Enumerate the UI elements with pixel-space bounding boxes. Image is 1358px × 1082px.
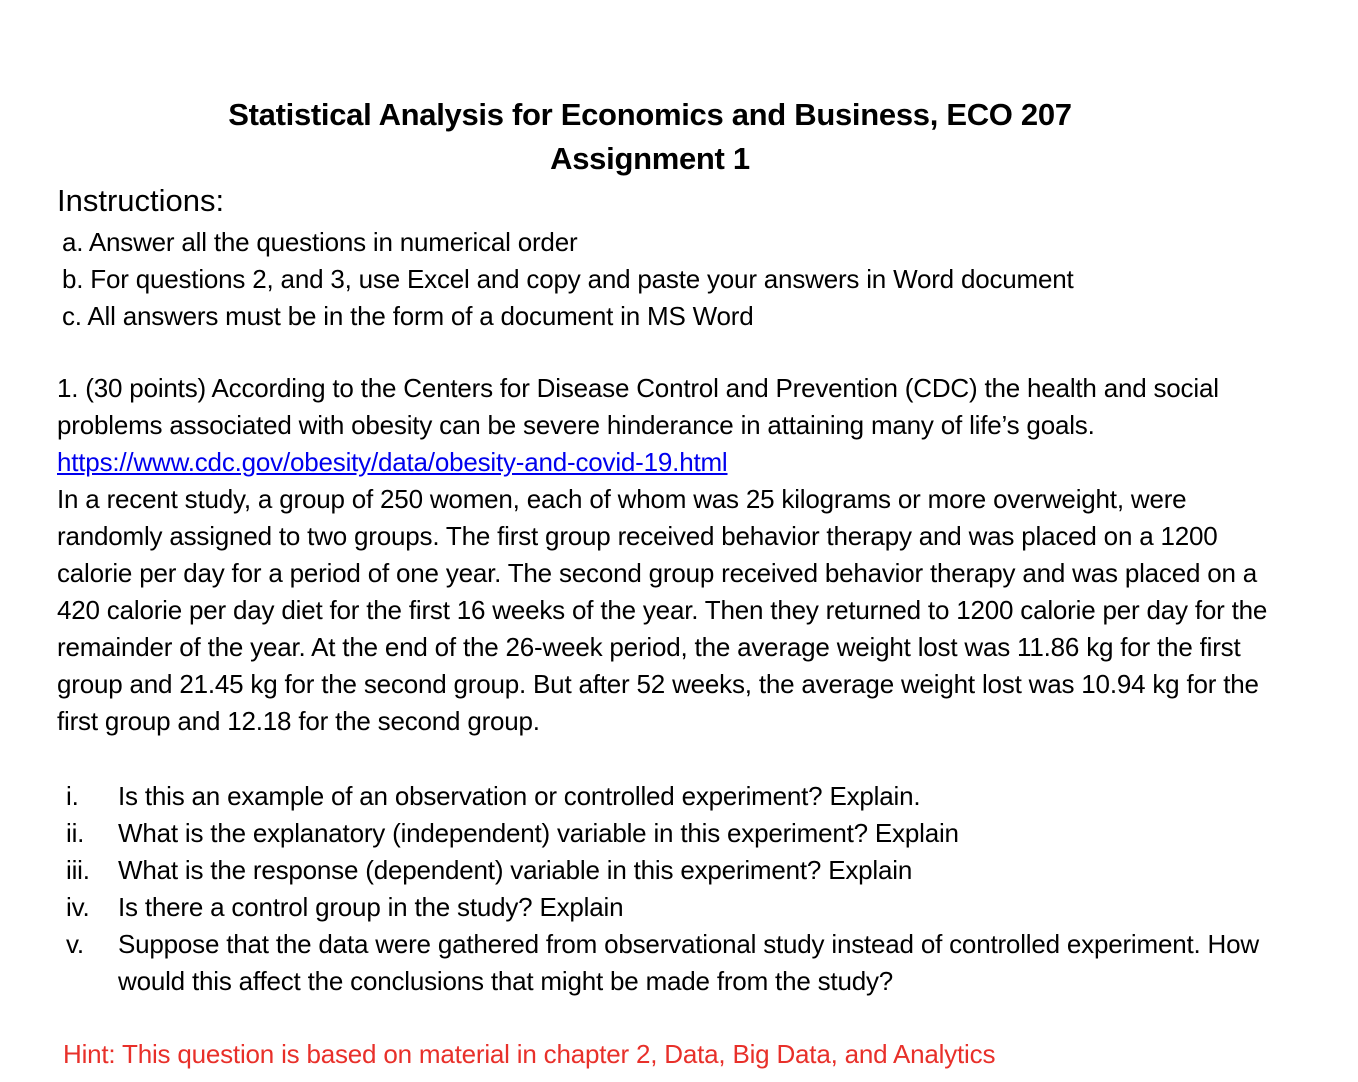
sub-question-text: Suppose that the data were gathered from observational study instead of controlled experiment. How would this affect the conclusions that might be made from the study? xyxy=(118,929,1259,996)
instructions-list xyxy=(62,224,1074,335)
question-1-intro-text: 1. (30 points) According to the Centers for Disease Control and Prevention (CDC) the health and social problems associated with obesity can be severe hinderance in attaining many of life’s goals. xyxy=(57,373,1219,440)
sub-question-number: i. xyxy=(66,781,79,811)
document-title: Statistical Analysis for Economics and Business, ECO 207 xyxy=(228,97,1072,132)
sub-question-text: What is the explanatory (independent) variable in this experiment? Explain xyxy=(118,818,959,848)
instruction-item: a. Answer all the questions in numerical order xyxy=(62,227,578,257)
sub-question xyxy=(57,815,1297,852)
instructions-heading: Instructions: xyxy=(57,183,225,218)
sub-question-number: iii. xyxy=(66,855,90,885)
sub-question-text: Is there a control group in the study? Explain xyxy=(118,892,624,922)
sub-question xyxy=(57,852,1297,889)
sub-question xyxy=(57,926,1297,1000)
sub-question-number: iv. xyxy=(66,892,90,922)
assignment-title: Assignment 1 xyxy=(550,141,750,176)
sub-question-text: Is this an example of an observation or controlled experiment? Explain. xyxy=(118,781,921,811)
instruction-item: c. All answers must be in the form of a document in MS Word xyxy=(62,301,754,331)
sub-question-number: ii. xyxy=(66,818,85,848)
sub-questions-list xyxy=(57,778,1297,1000)
sub-question-number: v. xyxy=(66,929,84,959)
instruction-item: b. For questions 2, and 3, use Excel and copy and paste your answers in Word document xyxy=(62,264,1074,294)
hint-text: Hint: This question is based on material in chapter 2, Data, Big Data, and Analytics xyxy=(63,1039,996,1069)
cdc-link[interactable]: https://www.cdc.gov/obesity/data/obesity-and-covid-19.html xyxy=(57,447,728,477)
sub-question xyxy=(57,889,1297,926)
question-1 xyxy=(57,370,1297,740)
question-1-intro xyxy=(57,370,1297,481)
sub-question-text: What is the response (dependent) variable in this experiment? Explain xyxy=(118,855,913,885)
question-1-body: In a recent study, a group of 250 women, each of whom was 25 kilograms or more overweight, were randomly assigned to two groups. The first group received behavior therapy and was placed on a 1200 calorie per day for a period of one year. The second group received behavior therapy and was placed on a 420 calorie per day diet for the first 16 weeks of the year. Then they returned to 1200 calorie per day for the remainder of the year. At the end of the 26-week period, the average weight lost was 11.86 kg for the first group and 21.45 kg for the second group. But after 52 weeks, the average weight lost was 10.94 kg for the first group and 12.18 for the second group. xyxy=(57,484,1268,736)
sub-question xyxy=(57,778,1297,815)
